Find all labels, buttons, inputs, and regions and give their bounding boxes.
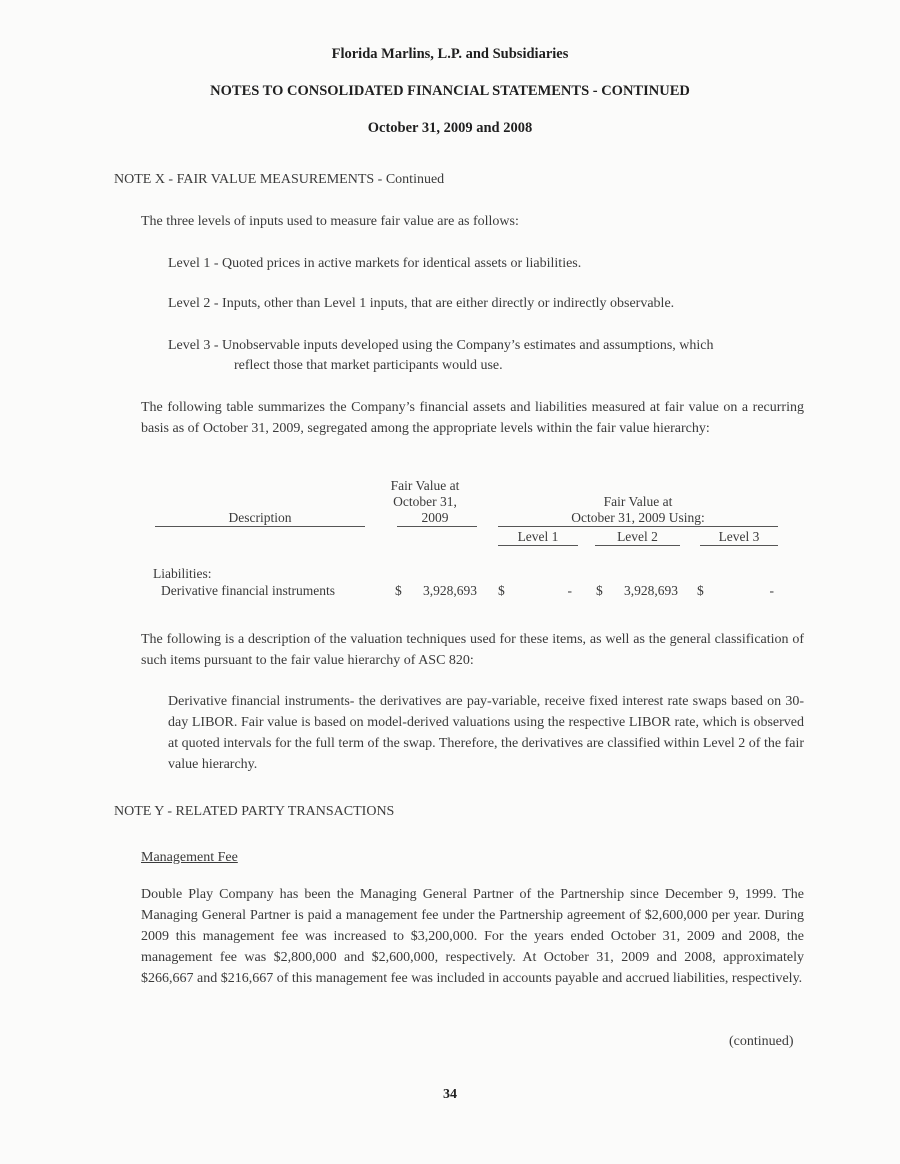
fv-header-line-1: Fair Value at [390, 478, 460, 493]
level-3-rule [700, 545, 778, 546]
fv-currency: $ [395, 583, 402, 598]
level-2-header: Level 2 [617, 529, 658, 544]
level-3-currency: $ [697, 583, 704, 598]
note-x-heading: NOTE X - FAIR VALUE MEASUREMENTS - Continued [114, 172, 445, 187]
using-header-line-2: October 31, 2009 Using: [571, 510, 705, 525]
level-2-rule [595, 545, 680, 546]
document-title: NOTES TO CONSOLIDATED FINANCIAL STATEMENTS - CONTINUED [210, 83, 690, 99]
continued-marker: (continued) [729, 1034, 794, 1049]
page-number: 34 [443, 1087, 457, 1102]
description-header-rule [155, 526, 365, 527]
level-1-currency: $ [498, 583, 505, 598]
using-header-rule [498, 526, 778, 527]
statement-date: October 31, 2009 and 2008 [367, 120, 533, 136]
level-3-header: Level 3 [718, 529, 760, 544]
levels-intro: The three levels of inputs used to measure fair value are as follows: [141, 214, 519, 229]
level-1-header: Level 1 [517, 529, 559, 544]
derivatives-paragraph: Derivative financial instruments- the derivatives are pay-variable, receive fixed interest rate swaps based on 30-day LIBOR. Fair value is based on model-derived valuations using the respective LIBOR rate, which is observed at quoted intervals for the full term of the swap. Therefore, the derivatives are classified within Level 2 of the fair value hierarchy. [168, 694, 804, 772]
management-fee-paragraph: Double Play Company has been the Managing General Partner of the Partnership since December 9, 1999. The Managing General Partner is paid a management fee under the Partnership agreement of $2,600,000 per year. During 2009 this management fee was increased to $3,200,000. For the years ended October 31, 2009 and 2008, the management fee was $2,800,000 and $2,600,000, respectively. At October 31, 2009 and 2008, approximately $266,667 and $216,667 of this management fee was included in accounts payable and accrued liabilities, respectively. [141, 887, 804, 986]
table-intro-paragraph: The following table summarizes the Company’s financial assets and liabilities measured at fair value on a recurring basis as of October 31, 2009, segregated among the appropriate levels within the fair value hierarchy: [141, 400, 804, 436]
derivatives-row-label: Derivative financial instruments [161, 583, 335, 598]
level-1-definition: Level 1 - Quoted prices in active markets for identical assets or liabilities. [168, 256, 582, 271]
fv-header-line-3: 2009 [421, 510, 449, 525]
level-1-rule [498, 545, 578, 546]
level-3-value: - [769, 583, 774, 598]
level-2-value: 3,928,693 [624, 583, 678, 598]
company-name: Florida Marlins, L.P. and Subsidiaries [331, 46, 569, 62]
note-y-heading: NOTE Y - RELATED PARTY TRANSACTIONS [114, 804, 395, 819]
fv-header-rule [397, 526, 477, 527]
valuation-intro-paragraph: The following is a description of the valuation techniques used for these items, as well as the general classification of such items pursuant to the fair value hierarchy of ASC 820: [141, 632, 804, 668]
level-2-currency: $ [596, 583, 603, 598]
level-2-definition: Level 2 - Inputs, other than Level 1 inputs, that are either directly or indirectly observable. [168, 296, 675, 311]
level-1-value: - [567, 583, 572, 598]
liabilities-label: Liabilities: [153, 566, 212, 581]
fv-value: 3,928,693 [423, 583, 477, 598]
level-3-definition: Level 3 - Unobservable inputs developed using the Company’s estimates and assumptions, which [168, 338, 714, 353]
level-3-definition-cont: reflect those that market participants would use. [234, 358, 503, 373]
description-header: Description [228, 510, 292, 525]
using-header-line-1: Fair Value at [603, 494, 673, 509]
fv-header-line-2: October 31, [393, 494, 457, 509]
management-fee-subheading: Management Fee [141, 850, 238, 865]
